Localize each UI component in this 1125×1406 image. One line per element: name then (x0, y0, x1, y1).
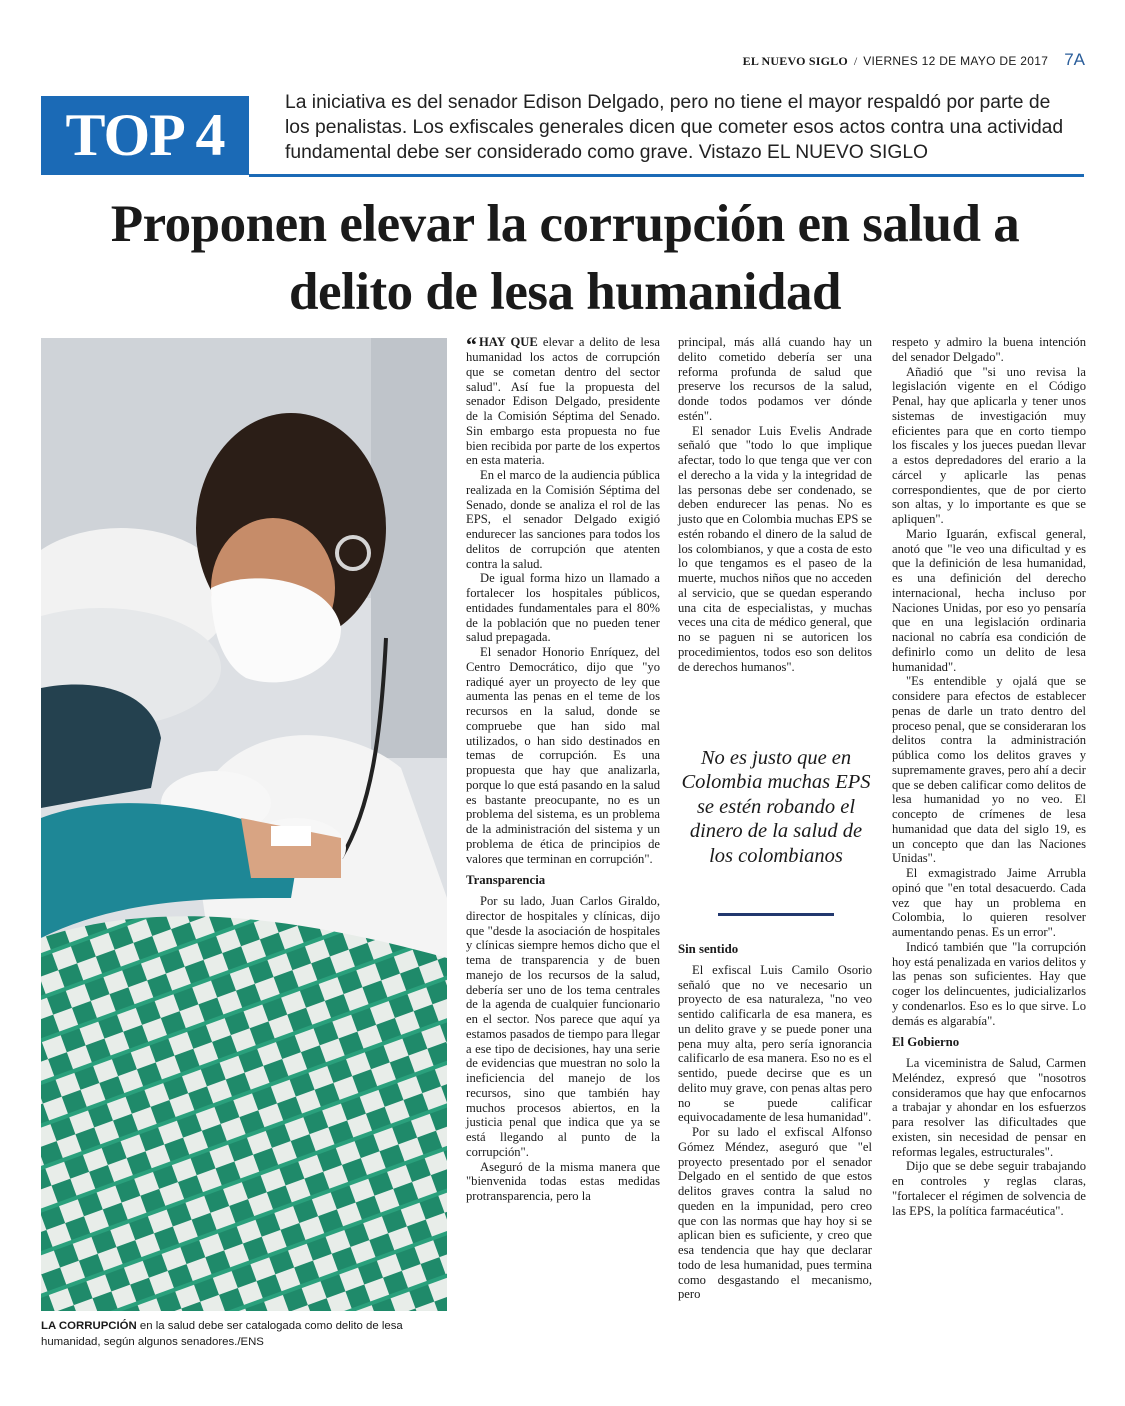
paragraph: Mario Iguarán, exfiscal general, anotó que "le veo una dificultad y es que la definición de lesa humanidad, es una definición del derecho internacional, hecha incluso por Naciones Unidas, por eso yo pensaría que en una legislación ordinaria nacional no cabría esa condición de definirlo como un delito de lesa humanidad". (892, 526, 1086, 674)
section-badge: TOP 4 (41, 96, 249, 175)
subhead-el-gobierno: El Gobierno (892, 1035, 960, 1050)
paragraph: Dijo que se debe seguir trabajando en controles y reglas claras, "fortalecer el régimen de solvencia de las EPS, la política farmacéutica". (892, 1159, 1086, 1218)
caption-lead: LA CORRUPCIÓN (41, 1320, 137, 1332)
pull-quote-rule (718, 913, 834, 916)
subhead-transparencia: Transparencia (466, 873, 546, 888)
lead-paragraph (466, 332, 660, 468)
issue-date: VIERNES 12 DE MAYO DE 2017 (863, 54, 1049, 68)
article-photo (41, 338, 447, 1311)
article-column-2 (678, 335, 872, 674)
lead-text: elevar a delito de lesa humanidad los actos de corrupción que se cometan dentro del sector salud". Así fue la propuesta del senador Edison Delgado, presidente de la Comisión Séptima del Senado. Sin embargo esta propuesta no fue bien recibida por parte de los expertos en esta materia. (466, 335, 660, 468)
lead-in: HAY QUE (479, 335, 538, 349)
photo-caption (41, 1318, 451, 1350)
nurse-patient-photo (41, 338, 447, 1311)
quote-mark-icon: “ (466, 332, 477, 357)
masthead-separator: / (853, 54, 858, 68)
subhead-sin-sentido: Sin sentido (678, 942, 739, 956)
paragraph: En el marco de la audiencia pública realizada en la Comisión Séptima del Senado, donde se analiza el rol de las EPS, el senador Delgado exigió endurecer las sanciones para todos los delitos de corrupción que atenten contra la salud. (466, 468, 660, 571)
intro-summary: La iniciativa es del senador Edison Delgado, pero no tiene el mayor respaldó por parte de los penalistas. Los exfiscales generales dicen que cometer esos actos contra una actividad fundamental debe ser considerado como grave. Vistazo EL NUEVO SIGLO (285, 92, 1064, 163)
article-column-1 (466, 332, 660, 1204)
section-rule (249, 174, 1084, 177)
pull-quote: No es justo que en Colombia muchas EPS se estén robando el dinero de la salud de los colombianos (681, 747, 871, 867)
headline: Proponen elevar la corrupción en salud a delito de lesa humanidad (110, 195, 1020, 321)
paragraph: Por su lado el exfiscal Alfonso Gómez Méndez, aseguró que "el proyecto presentado por el senador Delgado en el sentido de que estos delitos graves contra la salud no queden en la impunidad, pero creo que con las normas que hay hoy si se aplican bien es suficiente, y creo que esa tendencia que hay que declarar todo de lesa humanidad, pues termina como desgastando el mecanismo, pero (678, 1125, 872, 1302)
paragraph: El senador Honorio Enríquez, del Centro Democrático, dijo que "yo radiqué ayer un proyecto de ley que aumenta las penas en el teme de los recursos en la salud, donde se compruebe que han sido mal utilizados, o han sido destinados en temas de corrupción. Es una propuesta que hay que analizarla, porque lo que está pasando en la salud es bastante preocupante, no es un problema del sistema, es un problema de la administración del sistema y un problema de ética de principios de valores que terminan en corrupción". (466, 645, 660, 866)
paragraph: El exmagistrado Jaime Arrubla opinó que "en total desacuerdo. Cada vez que hay un problema en Colombia, lo quieren resolver aumentando penas. Es un error". (892, 866, 1086, 939)
paragraph: De igual forma hizo un llamado a fortalecer los hospitales públicos, entidades fundamentales para el 80% de la población que no pueden tener salud prepagada. (466, 571, 660, 645)
masthead (743, 50, 1085, 70)
paragraph: Por su lado, Juan Carlos Giraldo, director de hospitales y clínicas, dijo que "desde la asociación de hospitales y clínicas siempre hemos dicho que el tema de transparencia y de buen manejo de los recursos de la salud, debería ser uno de los tema centrales de la agenda de cualquier funcionario en el sector. Nos parece que aquí ya estamos pasados de tiempo para llegar a ese tipo de decisiones, hay una serie de evidencias que muestran no solo la ineficiencia del manejo de los recursos, sino que también hay muchos procesos abiertos, en la justicia penal que indica que ya se está llegando al punto de la corrupción". (466, 894, 660, 1159)
article-column-2-continued (678, 942, 872, 1302)
paragraph: Añadió que "si uno revisa la legislación vigente en el Código Penal, hay que aplicarla y tener unos sistemas de investigación muy eficientes para que en corto tiempo los fiscales y los jueces puedan llevar a estos depredadores del erario a la cárcel y aplicarle las penas correspondientes, que de por cierto son altas, y lo importante es que se apliquen". (892, 364, 1086, 526)
paragraph: respeto y admiro la buena intención del senador Delgado". (892, 335, 1086, 364)
paragraph: Indicó también que "la corrupción hoy está penalizada en varios delitos y las penas son suficientes. Hay que coger los delincuentes, judicializarlos y condenarlos. Eso es lo que sirve. Lo demás es algarabía". (892, 939, 1086, 1028)
paragraph: La viceministra de Salud, Carmen Meléndez, expresó que "nosotros consideramos que hay que enfocarnos a trabajar y ahondar en los esfuerzos para resolver las dificultades que existen, sin necesidad de pensar en reformas legales, estructurales". (892, 1056, 1086, 1159)
paragraph: El senador Luis Evelis Andrade señaló que "todo lo que implique afectar, todo lo que tenga que ver con el derecho a la vida y la integridad de las personas debe ser condenado, se deben endurecer las penas. No es justo que en Colombia muchas EPS se estén robando el dinero de la salud de los colombianos, y que a costa de esto lo que tengamos es el paseo de la muerte, muchos niños que no acceden al servicio, que se quedan esperando una cita de especialistas, y muchas veces una cita de médico general, que no se paguen ni se autoricen los procedimientos, todos eso son delitos de derechos humanos". (678, 423, 872, 674)
page-number: 7A (1064, 50, 1085, 69)
caption-text: en la salud debe ser catalogada como delito de lesa humanidad, según algunos senadores./ENS (41, 1320, 403, 1348)
paragraph: "Es entendible y ojalá que se considere para efectos de establecer penas de darle un trato dentro del proceso penal, que se consideraran los delitos contra la administración pública como los delitos graves y supremamente graves, pero ahí a decir que se deben calificar como delitos de lesa humanidad yo no veo. El concepto de crímenes de lesa humanidad que data del siglo 19, es un concepto que dan las Naciones Unidas". (892, 674, 1086, 866)
paragraph: Aseguró de la misma manera que "bienvenida todas estas medidas protransparencia, pero la (466, 1159, 660, 1203)
article-column-3 (892, 335, 1086, 1218)
paragraph: El exfiscal Luis Camilo Osorio señaló que no ve necesario un proyecto de esa naturaleza, "no veo sentido calificarla de esa manera, es un delito grave y se puede poner una pena muy alta, pero sería ignorancia calificarlo de esa manera. Eso no es el sentido, puede decirse que es un delito muy grave, con penas altas pero no se puede calificar equivocadamente de lesa humanidad". (678, 962, 872, 1125)
paragraph: principal, más allá cuando hay un delito cometido debería ser una reforma profunda de salud que preserve los recursos de la salud, donde todos podamos ver dónde estén". (678, 335, 872, 423)
newspaper-name: EL NUEVO SIGLO (742, 54, 848, 68)
